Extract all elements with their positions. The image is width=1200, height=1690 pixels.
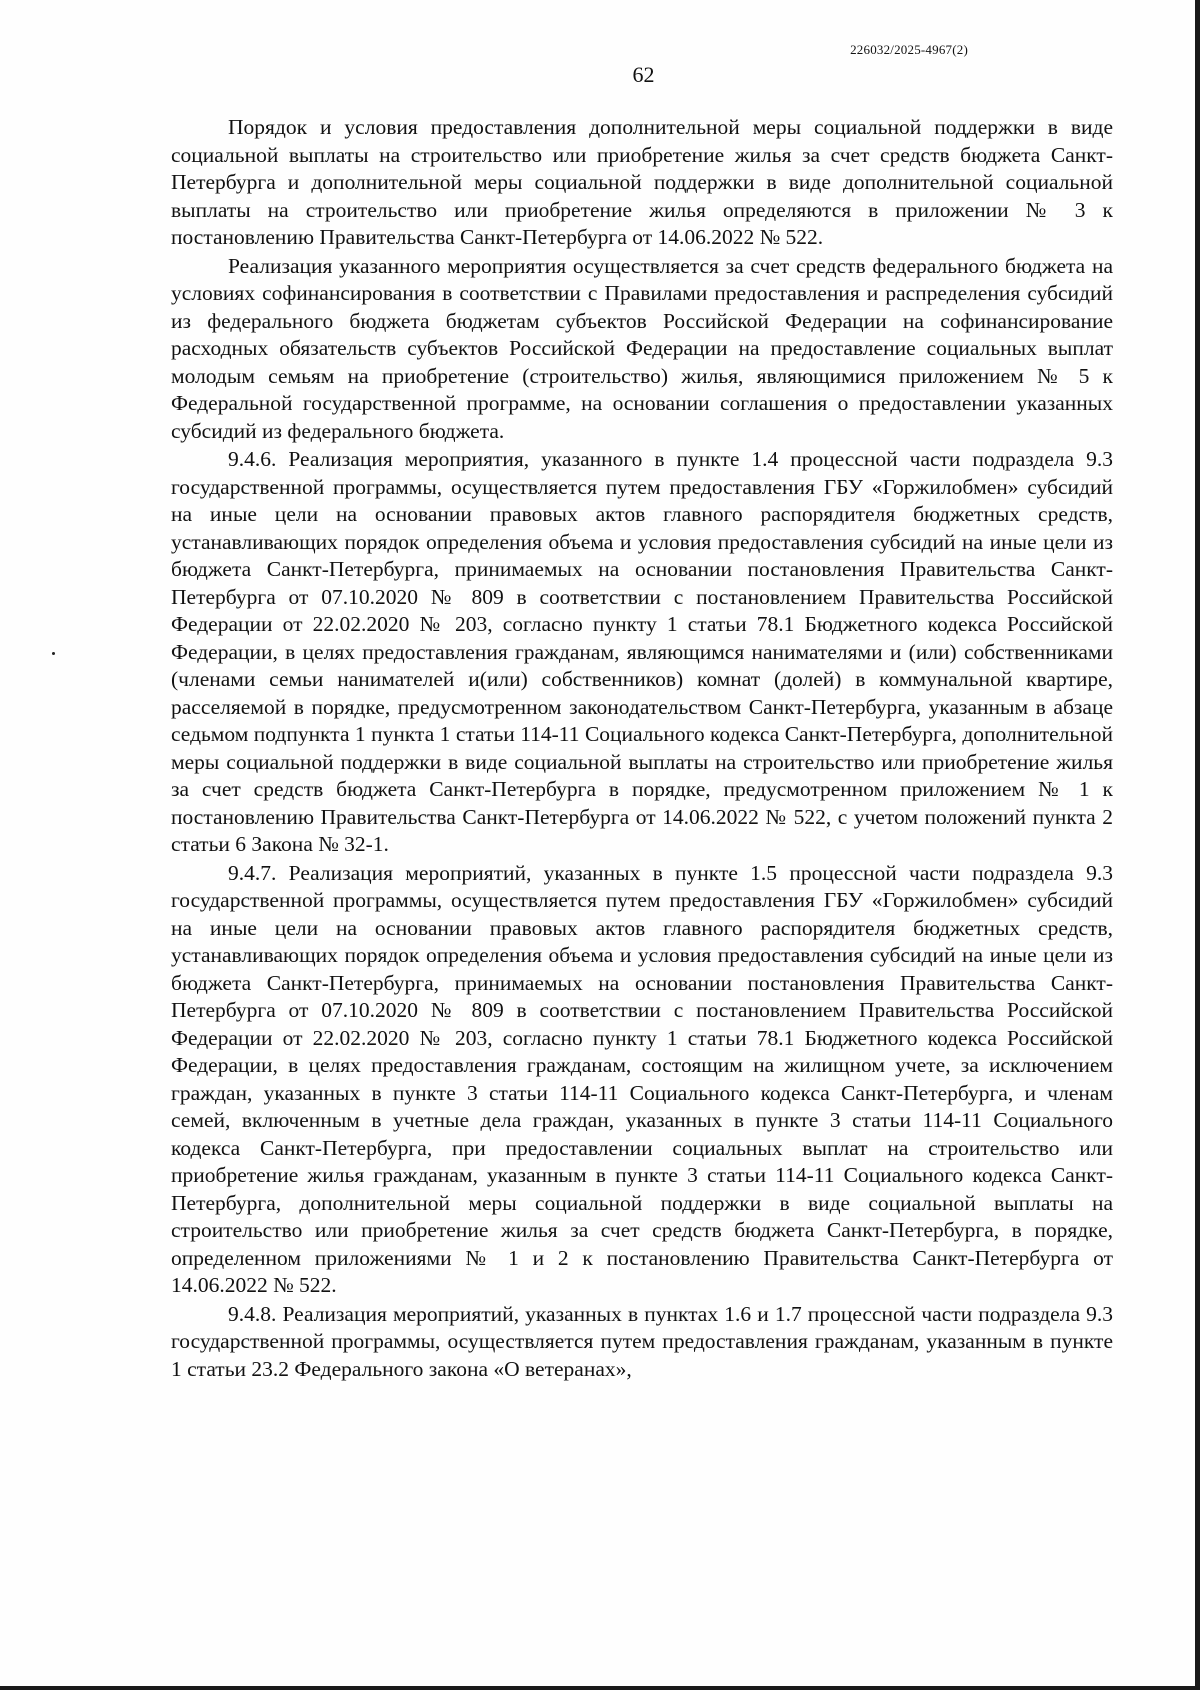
scan-speck	[52, 652, 55, 655]
document-body	[171, 114, 1113, 1384]
document-registration-number: 226032/2025-4967(2)	[850, 42, 968, 57]
page-number: 62	[632, 62, 655, 87]
paragraph-9-4-8: 9.4.8. Реализация мероприятий, указанных в пунктах 1.6 и 1.7 процессной части подраздела 9.3 государственной программы, осуществляется путем предоставления гражданам, указанным в пункте 1 статьи 23.2 Федерального закона «О ветеранах»,	[171, 1301, 1113, 1381]
scan-edge-bottom	[0, 1686, 1200, 1690]
paragraph-procedure-conditions: Порядок и условия предоставления дополнительной меры социальной поддержки в виде социальной выплаты на строительство или приобретение жилья за счет средств бюджета Санкт-Петербурга и дополнительной меры социальной поддержки в виде дополнительной социальной выплаты на строительство или приобретение жилья определяются в приложении № 3 к постановлению Правительства Санкт-Петербурга от 14.06.2022 № 522.	[171, 115, 1113, 249]
scan-edge-right	[1195, 0, 1200, 1690]
paragraph-9-4-6: 9.4.6. Реализация мероприятия, указанного в пункте 1.4 процессной части подраздела 9.3 государственной программы, осуществляется путем предоставления ГБУ «Горжилобмен» субсидий на иные цели на основании правовых актов главного распорядителя бюджетных средств, устанавливающих порядок определения объема и условия предоставления субсидий на иные цели из бюджета Санкт-Петербурга, принимаемых на основании постановления Правительства Санкт-Петербурга от 07.10.2020 № 809 в соответствии с постановлением Правительства Российской Федерации от 22.02.2020 № 203, согласно пункту 1 статьи 78.1 Бюджетного кодекса Российской Федерации, в целях предоставления гражданам, являющимся нанимателями и (или) собственниками (членами семьи нанимателей и(или) собственников) комнат (долей) в коммунальной квартире, расселяемой в порядке, предусмотренном законодательством Санкт-Петербурга, указанным в абзаце седьмом подпункта 1 пункта 1 статьи 114-11 Социального кодекса Санкт-Петербурга, дополнительной меры социальной поддержки в виде социальной выплаты на строительство или приобретение жилья за счет средств бюджета Санкт-Петербурга в порядке, предусмотренном приложением № 1 к постановлению Правительства Санкт-Петербурга от 14.06.2022 № 522, с учетом положений пункта 2 статьи 6 Закона № 32-1.	[171, 447, 1113, 856]
paragraph-9-4-7: 9.4.7. Реализация мероприятий, указанных в пункте 1.5 процессной части подраздела 9.3 государственной программы, осуществляется путем предоставления ГБУ «Горжилобмен» субсидий на иные цели на основании правовых актов главного распорядителя бюджетных средств, устанавливающих порядок определения объема и условия предоставления субсидий на иные цели из бюджета Санкт-Петербурга, принимаемых на основании постановления Правительства Санкт-Петербурга от 07.10.2020 № 809 в соответствии с постановлением Правительства Российской Федерации от 22.02.2020 № 203, согласно пункту 1 статьи 78.1 Бюджетного кодекса Российской Федерации, в целях предоставления гражданам, состоящим на жилищном учете, за исключением граждан, указанных в пункте 3 статьи 114-11 Социального кодекса Санкт-Петербурга, и членам семей, включенным в учетные дела граждан, указанных в пункте 3 статьи 114-11 Социального кодекса Санкт-Петербурга, при предоставлении социальных выплат на строительство или приобретение жилья гражданам, указанным в пункте 3 статьи 114-11 Социального кодекса Санкт-Петербурга, дополнительной меры социальной поддержки в виде социальной выплаты на строительство или приобретение жилья за счет средств бюджета Санкт-Петербурга, в порядке, определенном приложениями № 1 и 2 к постановлению Правительства Санкт-Петербурга от 14.06.2022 № 522.	[171, 860, 1113, 1297]
paragraph-federal-budget-cofinancing: Реализация указанного мероприятия осуществляется за счет средств федерального бюджета на условиях софинансирования в соответствии с Правилами предоставления и распределения субсидий из федерального бюджета бюджетам субъектов Российской Федерации на софинансирование расходных обязательств субъектов Российской Федерации на предоставление социальных выплат молодым семьям на приобретение (строительство) жилья, являющимися приложением № 5 к Федеральной государственной программе, на основании соглашения о предоставлении указанных субсидий из федерального бюджета.	[171, 253, 1113, 443]
